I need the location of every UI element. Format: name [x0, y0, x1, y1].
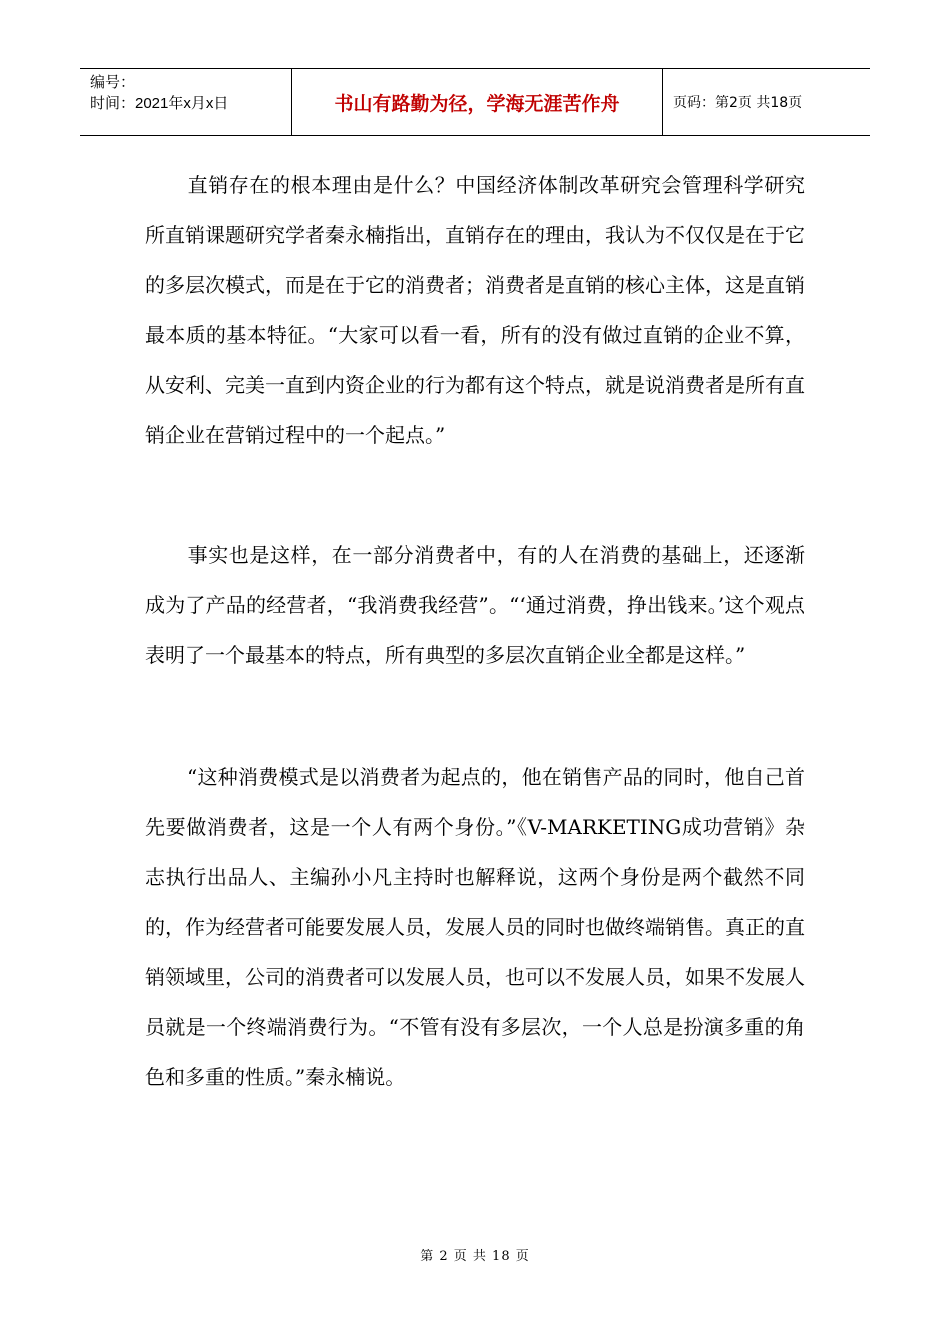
body-paragraph-1	[145, 160, 805, 460]
document-number-label: 编号：	[90, 74, 136, 91]
document-header	[80, 68, 870, 136]
header-motto: 书山有路勤为径，学海无涯苦作舟	[292, 69, 663, 136]
paragraph-text: 直销存在的根本理由是什么？中国经济体制改革研究会管理科学研究所直销课题研究学者秦永楠指出，直销存在的理由，我认为不仅仅是在于它的多层次模式，而是在于它的消费者；消费者是直销的核心主体，这是直销最本质的基本特征。“大家可以看一看，所有的没有做过直销的企业不算，从安利、完美一直到内资企业的行为都有这个特点，就是说消费者是所有直销企业在营销过程中的一个起点。”	[145, 173, 805, 447]
paragraph-text: 事实也是这样，在一部分消费者中，有的人在消费的基础上，还逐渐成为了产品的经营者，“我消费我经营”。“‘通过消费，挣出钱来。’这个观点表明了一个最基本的特点，所有典型的多层次直销企业全都是这样。”	[145, 543, 805, 667]
body-paragraph-3	[145, 752, 805, 1102]
page-footer: 第 2 页 共 18 页	[420, 1249, 530, 1264]
document-time-label: 时间：2021年x月x日	[90, 95, 229, 112]
header-page-number: 页码：第2页 共18页	[663, 69, 871, 136]
header-meta-cell	[80, 69, 292, 136]
body-paragraph-2	[145, 530, 805, 680]
paragraph-text: “这种消费模式是以消费者为起点的，他在销售产品的同时，他自己首先要做消费者，这是一个人有两个身份。”《V-MARKETING成功营销》杂志执行出品人、主编孙小凡主持时也解释说，这两个身份是两个截然不同的，作为经营者可能要发展人员，发展人员的同时也做终端销售。真正的直销领域里，公司的消费者可以发展人员，也可以不发展人员，如果不发展人员就是一个终端消费行为。“不管有没有多层次，一个人总是扮演多重的角色和多重的性质。”秦永楠说。	[145, 765, 805, 1089]
